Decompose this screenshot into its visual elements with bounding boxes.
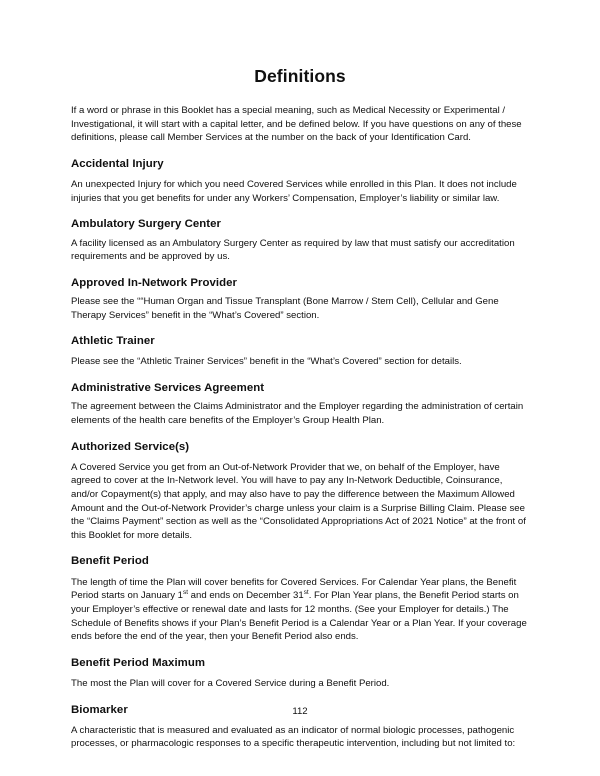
- section-heading: Benefit Period: [71, 555, 149, 568]
- benefit-period-text-1: The length of time the Plan will cover benefits for Covered Services. For Calendar Year plans, the Benefit Period starts on January 1: [71, 576, 517, 602]
- page-title: Definitions: [254, 66, 346, 86]
- benefit-period-text-2: and ends on December 31: [187, 590, 304, 602]
- section-heading: Biomarker: [71, 703, 128, 716]
- definition-section-athletic-trainer: [71, 334, 529, 369]
- definition-section-benefit-period-maximum: [71, 656, 529, 691]
- section-body: An unexpected Injury for which you need Covered Services while enrolled in this Plan. It does not include injuries that you get benefits for under any Workers’ Compensation, Employer’s liability or similar law.: [71, 179, 517, 204]
- definition-section-approved-in-network-provider: [71, 276, 529, 322]
- benefit-period-text-3: . For Plan Year plans, the Benefit Period starts on your Employer’s effective or renewal date and lasts for 12 months. (See your Employer for details.) The Schedule of Benefits shows if your Plan’s Benefit Period is a Calendar Year or a Plan Year. If your coverage ends before the end of the year, then your Benefit Period also ends.: [71, 590, 527, 643]
- section-body: Please see the ““Human Organ and Tissue Transplant (Bone Marrow / Stem Cell), Cellular and Gene Therapy Services” benefit in the “What’s Covered” section.: [71, 296, 499, 321]
- section-body: The agreement between the Claims Administrator and the Employer regarding the administration of certain elements of the health care benefits of the Employer’s Group Health Plan.: [71, 401, 524, 426]
- section-body: A characteristic that is measured and evaluated as an indicator of normal biologic processes, pathogenic processes, or pharmacologic responses to a specific therapeutic intervention, including but not limited to:: [71, 724, 516, 750]
- ordinal-suffix-january: st: [183, 589, 188, 597]
- page-number: 112: [292, 706, 308, 717]
- section-heading: Benefit Period Maximum: [71, 656, 206, 669]
- section-body: A facility licensed as an Ambulatory Surgery Center as required by law that must satisfy our accreditation requirements and be approved by us.: [71, 237, 515, 263]
- section-body: [71, 576, 529, 644]
- section-body: Please see the “Athletic Trainer Services” benefit in the “What’s Covered” section for details.: [71, 356, 462, 368]
- section-heading: Administrative Services Agreement: [71, 382, 265, 395]
- definition-section-ambulatory-surgery-center: [71, 217, 529, 263]
- section-heading: Approved In-Network Provider: [71, 276, 237, 289]
- ordinal-suffix-december: st: [303, 589, 309, 597]
- section-body: A Covered Service you get from an Out-of-Network Provider that we, on behalf of the Employer, have agreed to cover at the In-Network level. You will have to pay any In-Network Deductible, Coinsurance, and/or Copayment(s) that apply, and may also have to pay the difference between the Maximum Allowed Amount and the Out-of-Network Provider’s charge unless your claim is a Surprise Billing Claim. Please see the “Claims Payment” section as well as the “Consolidated Appropriations Act of 2021 Notice” at the front of this Booklet for more details.: [71, 461, 526, 541]
- definition-section-administrative-services-agreement: [71, 381, 529, 427]
- definition-section-accidental-injury: [71, 157, 529, 205]
- definition-section-authorized-services: [71, 440, 529, 543]
- section-heading: Accidental Injury: [71, 157, 164, 170]
- section-heading: Authorized Service(s): [71, 440, 190, 453]
- section-body: The most the Plan will cover for a Covered Service during a Benefit Period.: [71, 678, 390, 690]
- section-heading: Ambulatory Surgery Center: [71, 218, 221, 231]
- intro-paragraph: If a word or phrase in this Booklet has a special meaning, such as Medical Necessity or Experimental / Investigational, it will start with a capital letter, and be defined below. If you have questions on any of these definitions, please call Member Services at the number on the back of your Identification Card.: [71, 105, 522, 144]
- page-content: [71, 66, 529, 751]
- definition-section-benefit-period: [71, 554, 529, 643]
- section-heading: Athletic Trainer: [71, 335, 155, 348]
